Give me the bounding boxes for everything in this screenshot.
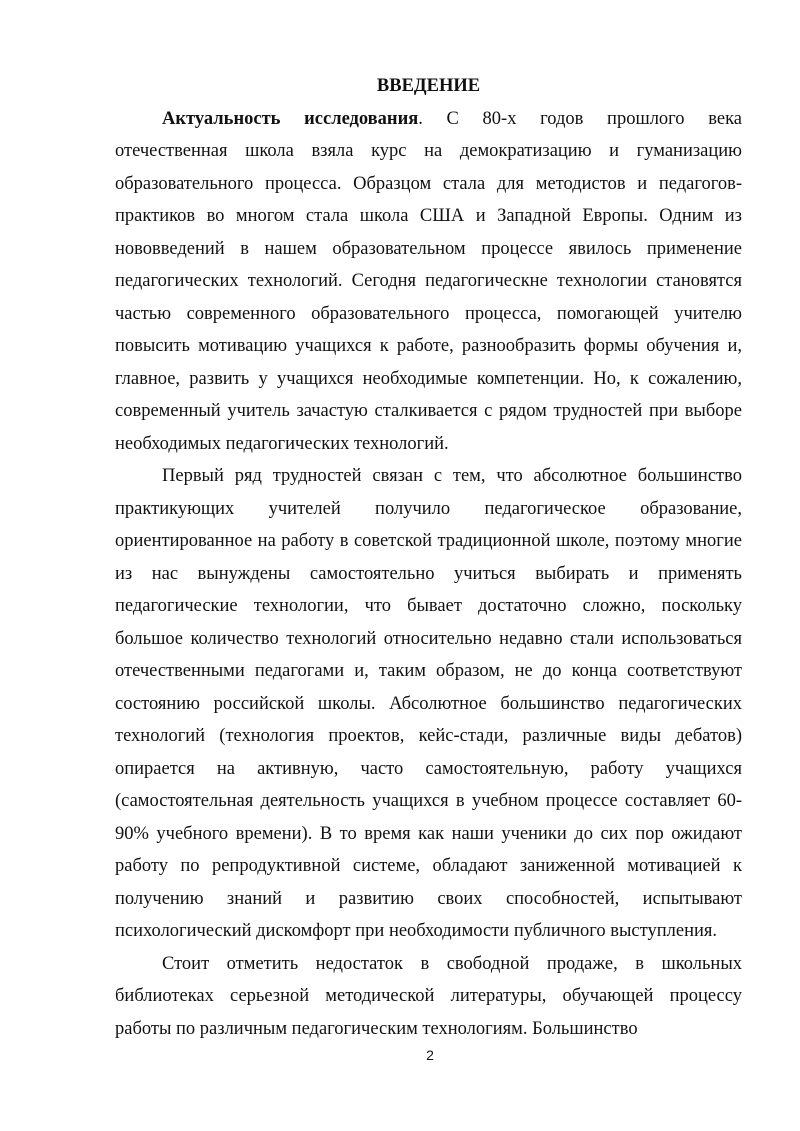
paragraph-text: . С 80-х годов прошлого века отечественная школа взяла курс на демократизацию и гуманизацию образовательного процесса. Образцом стала для методистов и педагогов-практиков во многом стала школа США и Западной Европы. Одним из нововведений в нашем образовательном процессе явилось применение педагогических технологий. Сегодня педагогическне технологии становятся частью современного образовательного процесса, помогающей учителю повысить мотивацию учащихся к работе, разнообразить формы обучения и, главное, развить у учащихся необходимые компетенции. Но, к сожалению, современный учитель зачастую сталкивается с рядом трудностей при выборе необходимых педагогических технологий. — [115, 108, 742, 454]
paragraph-relevance — [115, 103, 742, 461]
page-number: 2 — [426, 1047, 434, 1063]
paragraph-lead: Актуальность исследования — [162, 108, 419, 129]
section-heading: ВВЕДЕНИЕ — [376, 76, 481, 96]
paragraph-literature: Стоит отметить недостаток в свободной продаже, в школьных библиотеках серьезной методической литературы, обучающей процессу работы по различным педагогическим технологиям. Большинство — [115, 953, 742, 1039]
paragraph-difficulties: Первый ряд трудностей связан с тем, что абсолютное большинство практикующих учителей получило педагогическое образование, ориентированное на работу в советской традиционной школе, поэтому многие из нас вынуждены самостоятельно учиться выбирать и применять педагогические технологии, что бывает достаточно сложно, поскольку большое количество технологий относительно недавно стали использоваться отечественными педагогами и, таким образом, не до конца соответствуют состоянию российской школы. Абсолютное большинство педагогических технологий (технология проектов, кейс-стади, различные виды дебатов) опирается на активную, часто самостоятельную, работу учащихся (самостоятельная деятельность учащихся в учебном процессе составляет 60-90% учебного времени). В то время как наши ученики до сих пор ожидают работу по репродуктивной системе, обладают заниженной мотивацией к получению знаний и развитию своих способностей, испытывают психологический дискомфорт при необходимости публичного выступления. — [115, 466, 742, 941]
document-page — [115, 70, 742, 1045]
